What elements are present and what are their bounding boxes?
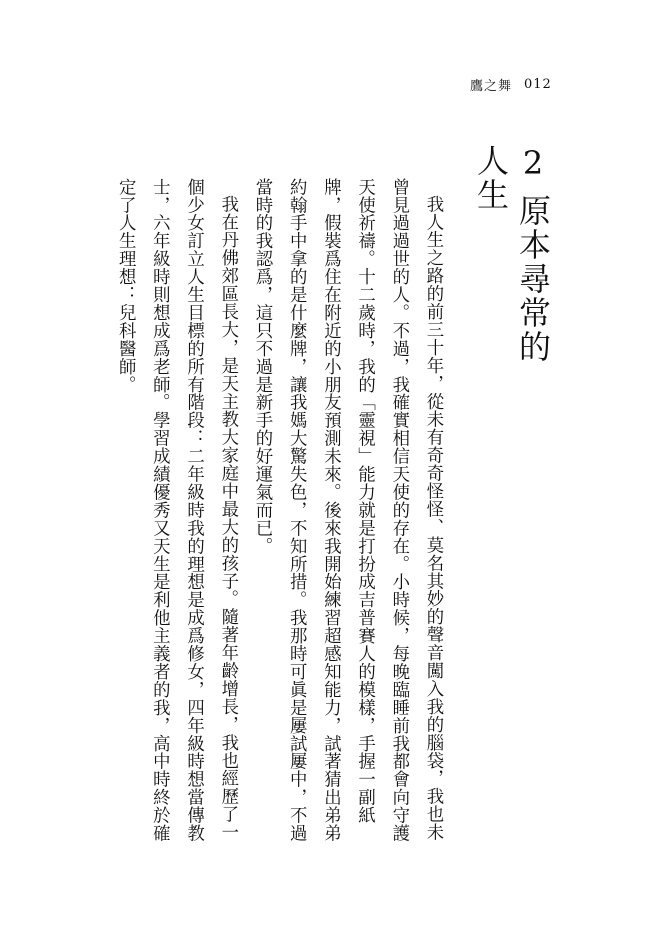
running-header [470, 74, 590, 94]
book-title: 鷹之舞 [470, 78, 513, 94]
paragraph: 我在丹佛郊區長大，是天主教大家庭中最大的孩子。隨著年齡增長，我也經歷了一個少女訂立人生目標的所有階段：二年級時我的理想是成爲修女，四年級時想當傳教士，六年級時則想成爲老師。學習成績優秀又天生是利他主義者的我，高中時終於確定了人生理想：兒科醫師。 [115, 178, 238, 843]
body-text [115, 178, 450, 852]
chapter-heading [472, 144, 554, 374]
paragraph: 我人生之路的前三十年，從未有奇奇怪怪、莫名其妙的聲音闖入我的腦袋，我也未曾見過過世的人。不過，我確實相信天使的存在。小時候，每晚臨睡前我都會向守護天使祈禱。十二歲時，我的「靈視」能力就是打扮成吉普賽人的模樣，手握一副紙牌，假裝爲住在附近的小朋友預測未來。後來我開始練習超感知能力，試著猜出弟弟約翰手中拿的是什麼牌，讓我媽大驚失色，不知所措。我那時可眞是屢試屢中，不過當時的我認爲，這只不過是新手的好運氣而已。 [251, 178, 443, 843]
chapter-title: 原本尋常的人生 [472, 144, 552, 364]
page-number: 012 [524, 76, 552, 92]
chapter-number: 2 [514, 144, 552, 184]
